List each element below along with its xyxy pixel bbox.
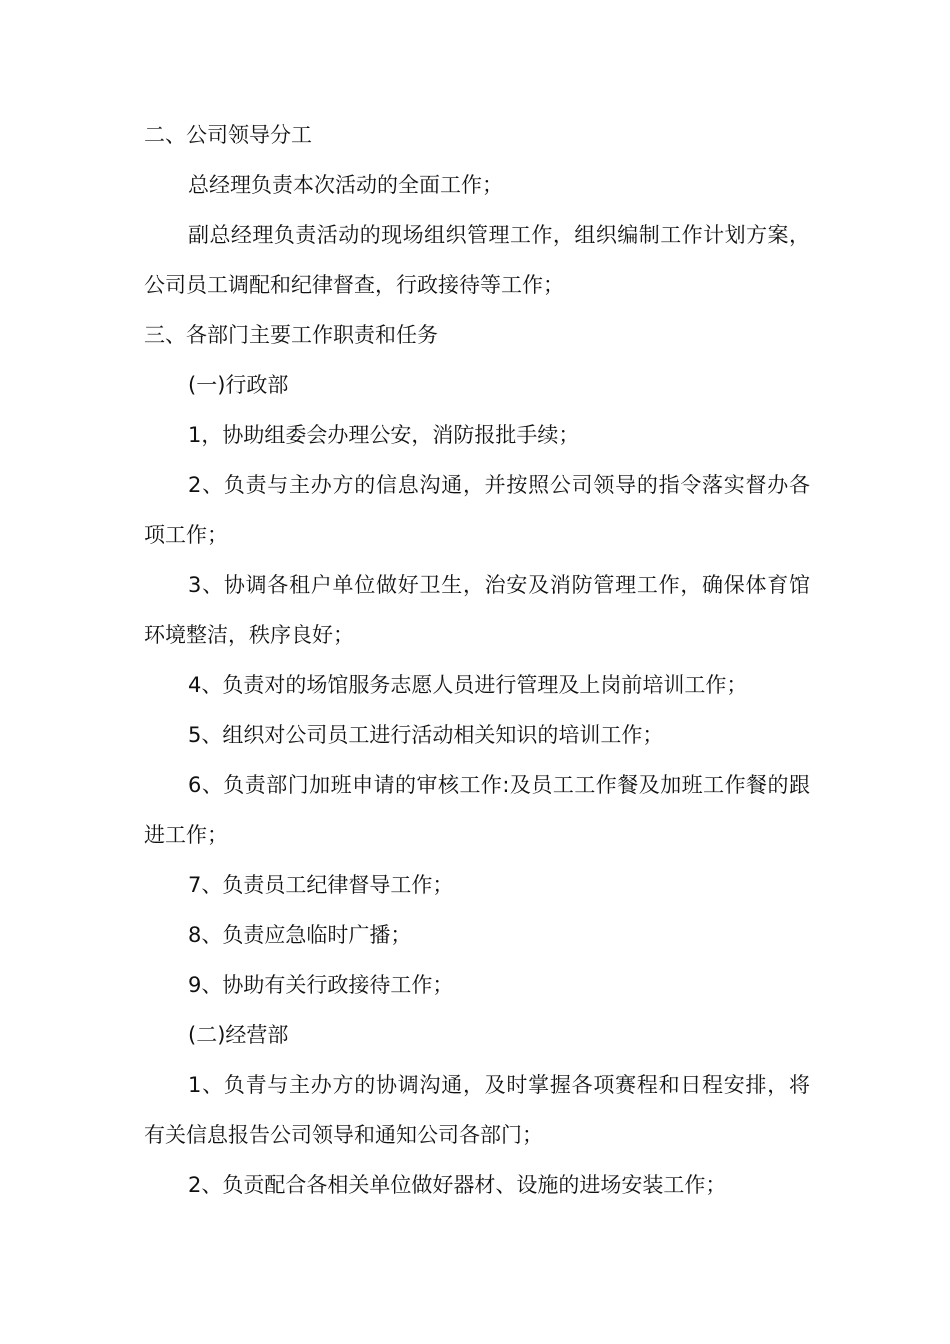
paragraph-general-manager: 总经理负责本次活动的全面工作； (188, 173, 503, 197)
subheading-admin-department: (一)行政部 (188, 373, 289, 397)
list-item-admin-6: 6、负责部门加班申请的审核工作:及员工工作餐及加班工作餐的跟进工作； (144, 773, 810, 847)
list-item-admin-8: 8、负责应急临时广播； (188, 923, 412, 947)
list-item-admin-9: 9、协助有关行政接待工作； (188, 973, 454, 997)
list-item-admin-1: 1，协助组委会办理公安，消防报批手续； (188, 423, 580, 447)
paragraph-deputy-general-manager: 副总经理负责活动的现场组织管理工作，组织编制工作计划方案，公司员工调配和纪律督查，行政接待等工作； (144, 223, 810, 297)
section-heading-leader-division: 二、公司领导分工 (144, 123, 312, 147)
document-body (144, 110, 810, 1210)
list-item-admin-2: 2、负责与主办方的信息沟通，并按照公司领导的指令落实督办各项工作； (144, 473, 810, 547)
subheading-business-department: (二)经营部 (188, 1023, 289, 1047)
list-item-admin-3: 3、协调各租户单位做好卫生，治安及消防管理工作，确保体育馆环境整洁，秩序良好； (144, 573, 810, 647)
list-item-admin-5: 5、组织对公司员工进行活动相关知识的培训工作； (188, 723, 664, 747)
list-item-business-2: 2、负贡配合各相关单位做好器材、设施的进场安装工作； (188, 1173, 727, 1197)
section-heading-department-duties: 三、各部门主要工作职责和任务 (144, 323, 438, 347)
list-item-business-1: 1、负青与主办方的协调沟通，及时掌握各项赛程和日程安排，将有关信息报告公司领导和通知公司各部门； (144, 1073, 810, 1147)
list-item-admin-4: 4、负责对的场馆服务志愿人员进行管理及上岗前培训工作； (188, 673, 748, 697)
list-item-admin-7: 7、负责员工纪律督导工作； (188, 873, 454, 897)
